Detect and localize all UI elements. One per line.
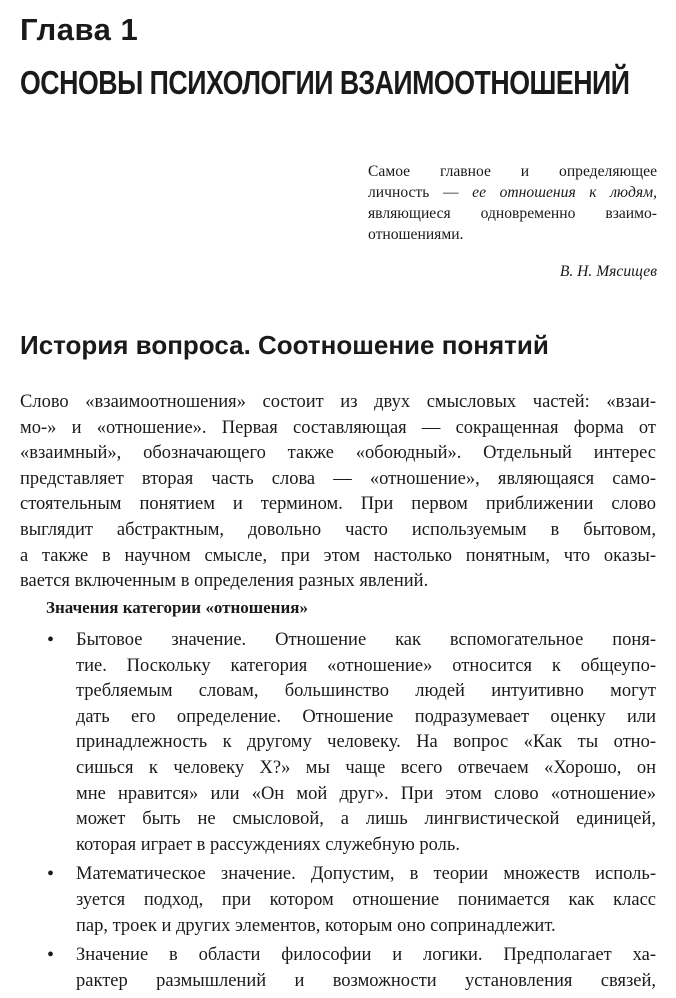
list-item-line: зуется подход, при котором отношение понимается как класс	[76, 889, 656, 910]
list-item-line: пар, троек и других элементов, которым оно сопринадлежит.	[76, 915, 556, 936]
paragraph-line: «взаимный», обозначающего также «обоюдный». Отдельный интерес	[20, 443, 656, 464]
list-item-line: рактер размышлений и возможности установления связей,	[76, 970, 656, 991]
paragraph-line: стоятельным понятием и термином. При первом приближении слово	[20, 494, 656, 515]
epigraph-line: Самое главное и определяющее	[368, 163, 657, 180]
epigraph-line: отношениями.	[368, 226, 464, 243]
paragraph-line: выглядит абстрактным, довольно часто используемым в бытовом,	[20, 519, 656, 540]
paragraph-line: мо-» и «отношение». Первая составляющая — сокращенная форма от	[20, 417, 656, 438]
epigraph-text: личность —	[368, 184, 473, 201]
section-heading: История вопроса. Соотношение понятий	[20, 330, 549, 360]
paragraph-line: Слово «взаимоотношения» состоит из двух смысловых частей: «взаи-	[20, 392, 656, 412]
paragraph-line: вается включенным в определения разных явлений.	[20, 571, 429, 592]
list-item-line: сишься к человеку Х?» мы чаще всего отвечаем «Хорошо, он	[76, 757, 656, 778]
list-item-line: • Математическое значение. Допустим, в теории множеств исполь-	[76, 864, 656, 885]
paragraph-line: представляет вторая часть слова — «отношение», являющаяся само-	[20, 468, 656, 489]
list-item-line: мне нравится» или «Он мой друг». При этом слово «отношение»	[76, 783, 656, 804]
list-item-line: принадлежность к другому человеку. На вопрос «Как ты отно-	[76, 732, 656, 753]
chapter-title: ОСНОВЫ ПСИХОЛОГИИ ВЗАИМООТНОШЕНИЙ	[20, 64, 630, 101]
list-item-line: • Бытовое значение. Отношение как вспомогательное поня-	[76, 630, 656, 650]
paragraph-line: а также в научном смысле, при этом настолько понятным, что оказы-	[20, 545, 656, 566]
list-item-line: дать его определение. Отношение подразумевает оценку или	[76, 706, 656, 727]
list-item-line: может быть не смысловой, а лишь лингвистической единицей,	[76, 809, 656, 830]
list-item	[76, 862, 656, 939]
list-item-line: требляемым словам, большинство людей интуитивно могут	[76, 681, 656, 702]
epigraph-author: В. Н. Мясищев	[559, 263, 657, 280]
epigraph-line	[368, 182, 657, 203]
epigraph	[368, 161, 657, 245]
list-item-line: тие. Поскольку категория «отношение» относится к общеупо-	[76, 655, 656, 676]
chapter-label: Глава 1	[20, 12, 139, 47]
epigraph-line: являющиеся одновременно взаимо-	[368, 205, 657, 222]
epigraph-emphasis: ее отношения к людям,	[472, 184, 657, 201]
bullet-list	[76, 628, 656, 998]
list-item-line: • Значение в области философии и логики. Предполагает ха-	[76, 945, 656, 966]
body-paragraph	[20, 390, 656, 595]
list-subheading: Значения категории «отношения»	[46, 598, 308, 617]
list-item	[76, 943, 656, 994]
list-item-line: которая играет в рассуждениях служебную роль.	[76, 834, 460, 855]
list-item	[76, 628, 656, 858]
